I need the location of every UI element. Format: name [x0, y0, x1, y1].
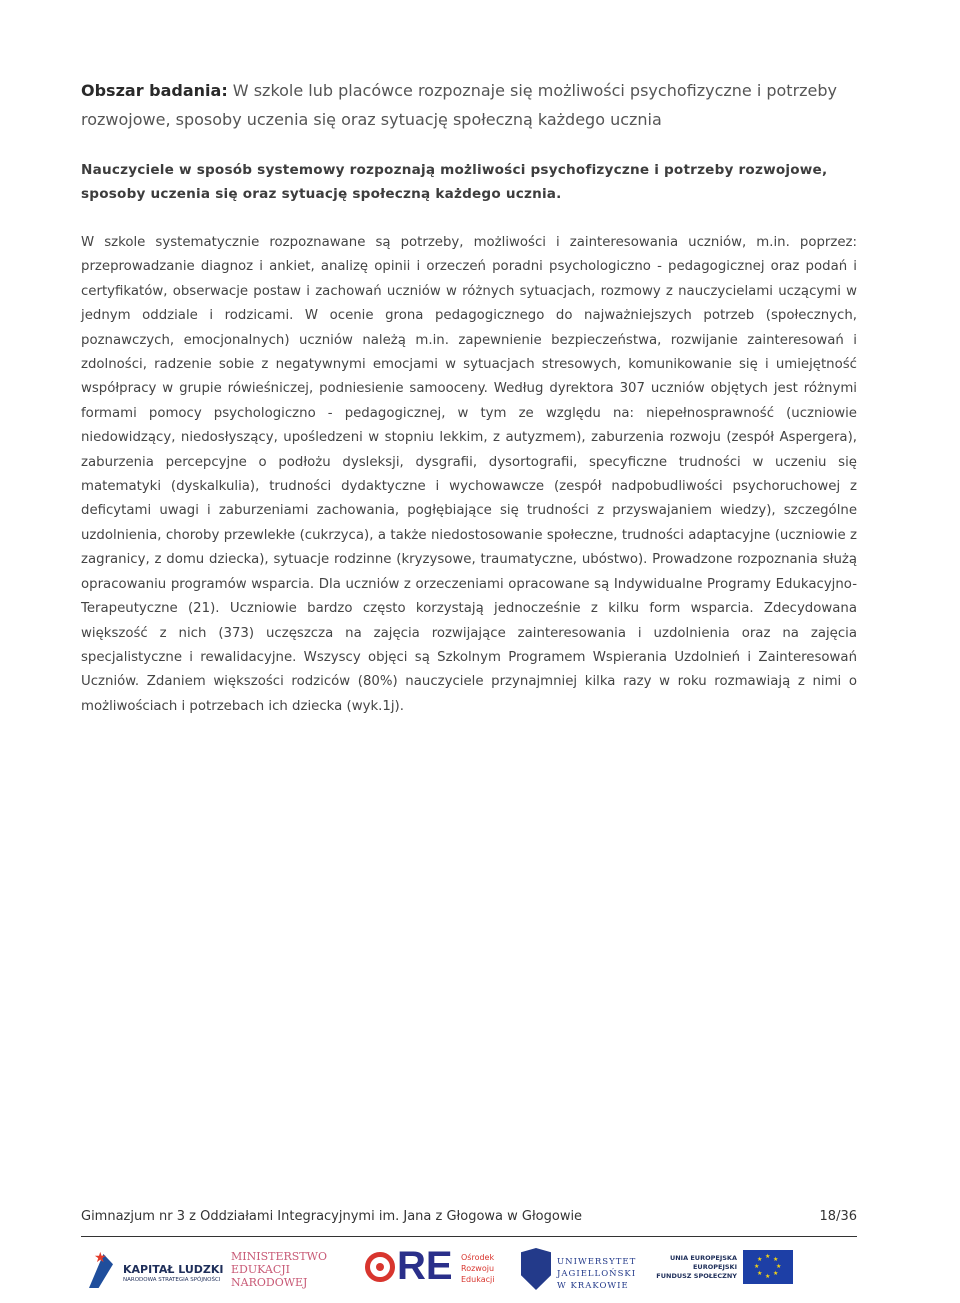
research-area-label: Obszar badania:	[81, 81, 228, 100]
eu-line-2: EUROPEJSKI	[692, 1263, 737, 1271]
ore-line-3: Edukacji	[461, 1275, 495, 1284]
body-paragraph: W szkole systematycznie rozpoznawane są potrzeby, możliwości i zainteresowania uczniów, m.in. poprzez: przeprowadzanie diagnoz i ankiet, analizę opinii i orzeczeń poradni psychologiczno - pedagogicznej oraz podań i certyfikatów, obserwacje postaw i zachowań uczniów w różnych sytuacjach, rozmowy z nauczycielami uczącymi w jednym oddziale i rodzicami. W ocenie grona pedagogicznego do najważniejszych potrzeb (społecznych, poznawczych, emocjonalnych) uczniów należą m.in. zapewnienie bezpieczeństwa, rozwijanie zainteresowań i zdolności, radzenie sobie z negatywnymi emocjami w sytuacjach stresowych, komunikowanie się i umiejętność współpracy w grupie rówieśniczej, podniesienie samooceny. Według dyrektora 307 uczniów objętych jest różnymi formami pomocy psychologiczno - pedagogicznej, w tym ze względu na: niepełnosprawność (uczniowie niedowidzący, niedosłyszący, upośledzeni w stopniu lekkim, z autyzmem), zaburzenia rozwoju (zespół Aspergera), zaburzenia percepcyjne o podłożu dysleksji, dysgrafii, dysortografii, specyficzne trudności w uczeniu się matematyki (dyskalkulia), trudności dydaktyczne i wychowawcze (zespół nadpobudliwości psychoruchowej z deficytami uwagi i zaburzeniami zachowania, pogłębiające się trudności z przyswajaniem wiedzy), szczególne uzdolnienia, choroby przewlekłe (cukrzyca), a także niedostosowanie społeczne, trudności adaptacyjne (uczniowie z zagranicy, z domu dziecka), sytuacje rodzinne (kryzysowe, traumatyczne, ubóstwo). Prowadzone rozpoznania służą opracowaniu programów wsparcia. Dla uczniów z orzeczeniami opracowane są Indywidualne Programy Edukacyjno-Terapeutyczne (21). Uczniowie bardzo często korzystają jednocześnie z kilku form wsparcia. Zdecydowana większość z nich (373) uczęszcza na zajęcia rozwijające zainteresowania i uzdolnienia oraz na zajęcia specjalistyczne i rewalidacyjne. Wszyscy objęci są Szkolnym Programem Wspierania Uzdolnień i Zainteresowań Uczniów. Zdaniem większości rodziców (80%) nauczyciele przynajmniej kilka razy w roku rozmawiają z nimi o możliwościach i potrzebach ich dziecka (wyk.1j).	[81, 235, 857, 714]
uj-name	[557, 1256, 636, 1292]
star-icon: ★	[94, 1250, 107, 1266]
lead-statement: Nauczyciele w sposób systemowy rozpoznają możliwości psychofizyczne i potrzeby rozwojowe, sposoby uczenia się oraz sytuację społeczną każdego ucznia.	[81, 162, 828, 202]
eu-star-icon: ★	[773, 1256, 779, 1263]
kapital-ludzki-logo	[89, 1246, 224, 1298]
footer-divider	[81, 1236, 857, 1237]
men-line-3: NARODOWEJ	[231, 1276, 308, 1289]
eu-name	[647, 1254, 737, 1281]
uj-line-3: W KRAKOWIE	[557, 1281, 629, 1291]
ore-line-1: Ośrodek	[461, 1253, 495, 1262]
research-area-text: W szkole lub placówce rozpoznaje się możliwości psychofizyczne i potrzeby rozwojowe, sposoby uczenia się oraz sytuację społeczną każdego ucznia	[81, 81, 838, 129]
ore-name	[461, 1252, 494, 1285]
ore-letters: RE	[397, 1244, 453, 1288]
eu-logo	[647, 1246, 857, 1298]
eu-star-icon: ★	[765, 1273, 771, 1280]
eu-flag-icon	[743, 1250, 793, 1284]
uj-crest-icon	[521, 1248, 551, 1290]
eu-star-icon: ★	[765, 1253, 771, 1260]
sponsor-logos	[81, 1246, 857, 1298]
uj-logo	[521, 1246, 641, 1298]
men-line-1: MINISTERSTWO	[231, 1250, 327, 1263]
eu-star-icon: ★	[757, 1270, 763, 1277]
eu-star-icon: ★	[754, 1263, 760, 1270]
ore-line-2: Rozwoju	[461, 1264, 495, 1273]
kapital-ludzki-title: KAPITAŁ LUDZKI	[123, 1263, 224, 1276]
eu-line-1: UNIA EUROPEJSKA	[669, 1254, 737, 1262]
eu-line-3: FUNDUSZ SPOŁECZNY	[656, 1272, 737, 1280]
uj-line-2: JAGIELLOŃSKI	[557, 1269, 637, 1279]
research-area	[81, 76, 857, 134]
men-text	[231, 1250, 327, 1289]
men-logo	[231, 1246, 341, 1298]
kapital-ludzki-subtitle: NARODOWA STRATEGIA SPÓJNOŚCI	[123, 1277, 221, 1283]
ore-logo	[365, 1246, 505, 1298]
men-line-2: EDUKACJI	[231, 1263, 291, 1276]
eu-star-icon: ★	[757, 1256, 763, 1263]
eu-star-icon: ★	[773, 1270, 779, 1277]
uj-line-1: UNIWERSYTET	[557, 1257, 637, 1267]
eu-star-icon: ★	[776, 1263, 782, 1270]
footer-page-number: 18/36	[819, 1209, 857, 1224]
footer-school-name: Gimnazjum nr 3 z Oddziałami Integracyjnymi im. Jana z Głogowa w Głogowie	[81, 1209, 583, 1224]
ore-dot-icon	[376, 1263, 384, 1271]
